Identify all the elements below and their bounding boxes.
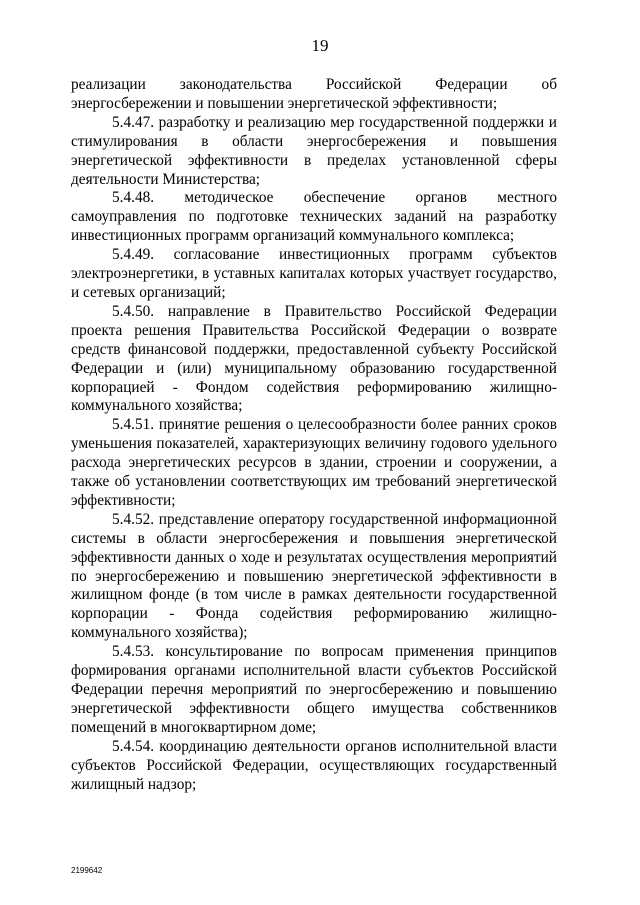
- paragraph-5-4-48: 5.4.48. методическое обеспечение органов местного самоуправления по подготовке технических заданий на разработку инвестиционных программ организаций коммунального комплекса;: [71, 189, 557, 245]
- document-code: 2199642: [71, 866, 103, 875]
- paragraph-5-4-47: 5.4.47. разработку и реализацию мер государственной поддержки и стимулирования в области энергосбережения и повышения энергетической эффективности в пределах установленной сферы деятельности Министерства;: [71, 113, 557, 188]
- paragraph-5-4-51: 5.4.51. принятие решения о целесообразности более ранних сроков уменьшения показателей, характеризующих величину годового удельного расхода энергетических ресурсов в здании, строении и сооружении, а также об установлении соответствующих им требований энергетической эффективности;: [71, 416, 557, 509]
- paragraph-5-4-49: 5.4.49. согласование инвестиционных программ субъектов электроэнергетики, в уставных капиталах которых участвует государство, и сетевых организаций;: [71, 246, 557, 301]
- document-body: [71, 76, 557, 794]
- paragraph-5-4-52: 5.4.52. представление оператору государственной информационной системы в области энергосбережения и повышения энергетической эффективности данных о ходе и результатах осуществления мероприятий по энергосбережению и повышению энергетической эффективности в жилищном фонде (в том числе в рамках деятельности государственной корпорации - Фонда содействия реформированию жилищно-коммунального хозяйства);: [71, 510, 557, 642]
- paragraph-5-4-53: 5.4.53. консультирование по вопросам применения принципов формирования органами исполнительной власти субъектов Российской Федерации перечня мероприятий по энергосбережению и повышению энергетической эффективности общего имущества собственников помещений в многоквартирном доме;: [71, 643, 557, 736]
- page-number: 19: [311, 36, 329, 55]
- paragraph-5-4-54: 5.4.54. координацию деятельности органов исполнительной власти субъектов Российской Федерации, осуществляющих государственный жилищный надзор;: [71, 737, 557, 793]
- paragraph-continuation: реализации законодательства Российской Федерации об энергосбережении и повышении энергетической эффективности;: [71, 76, 557, 112]
- paragraph-5-4-50: 5.4.50. направление в Правительство Российской Федерации проекта решения Правительства Российской Федерации о возврате средств финансовой поддержки, предоставленной субъекту Российской Федерации и (или) муниципальному образованию государственной корпорацией - Фондом содействия реформированию жилищно-коммунального хозяйства;: [71, 302, 557, 415]
